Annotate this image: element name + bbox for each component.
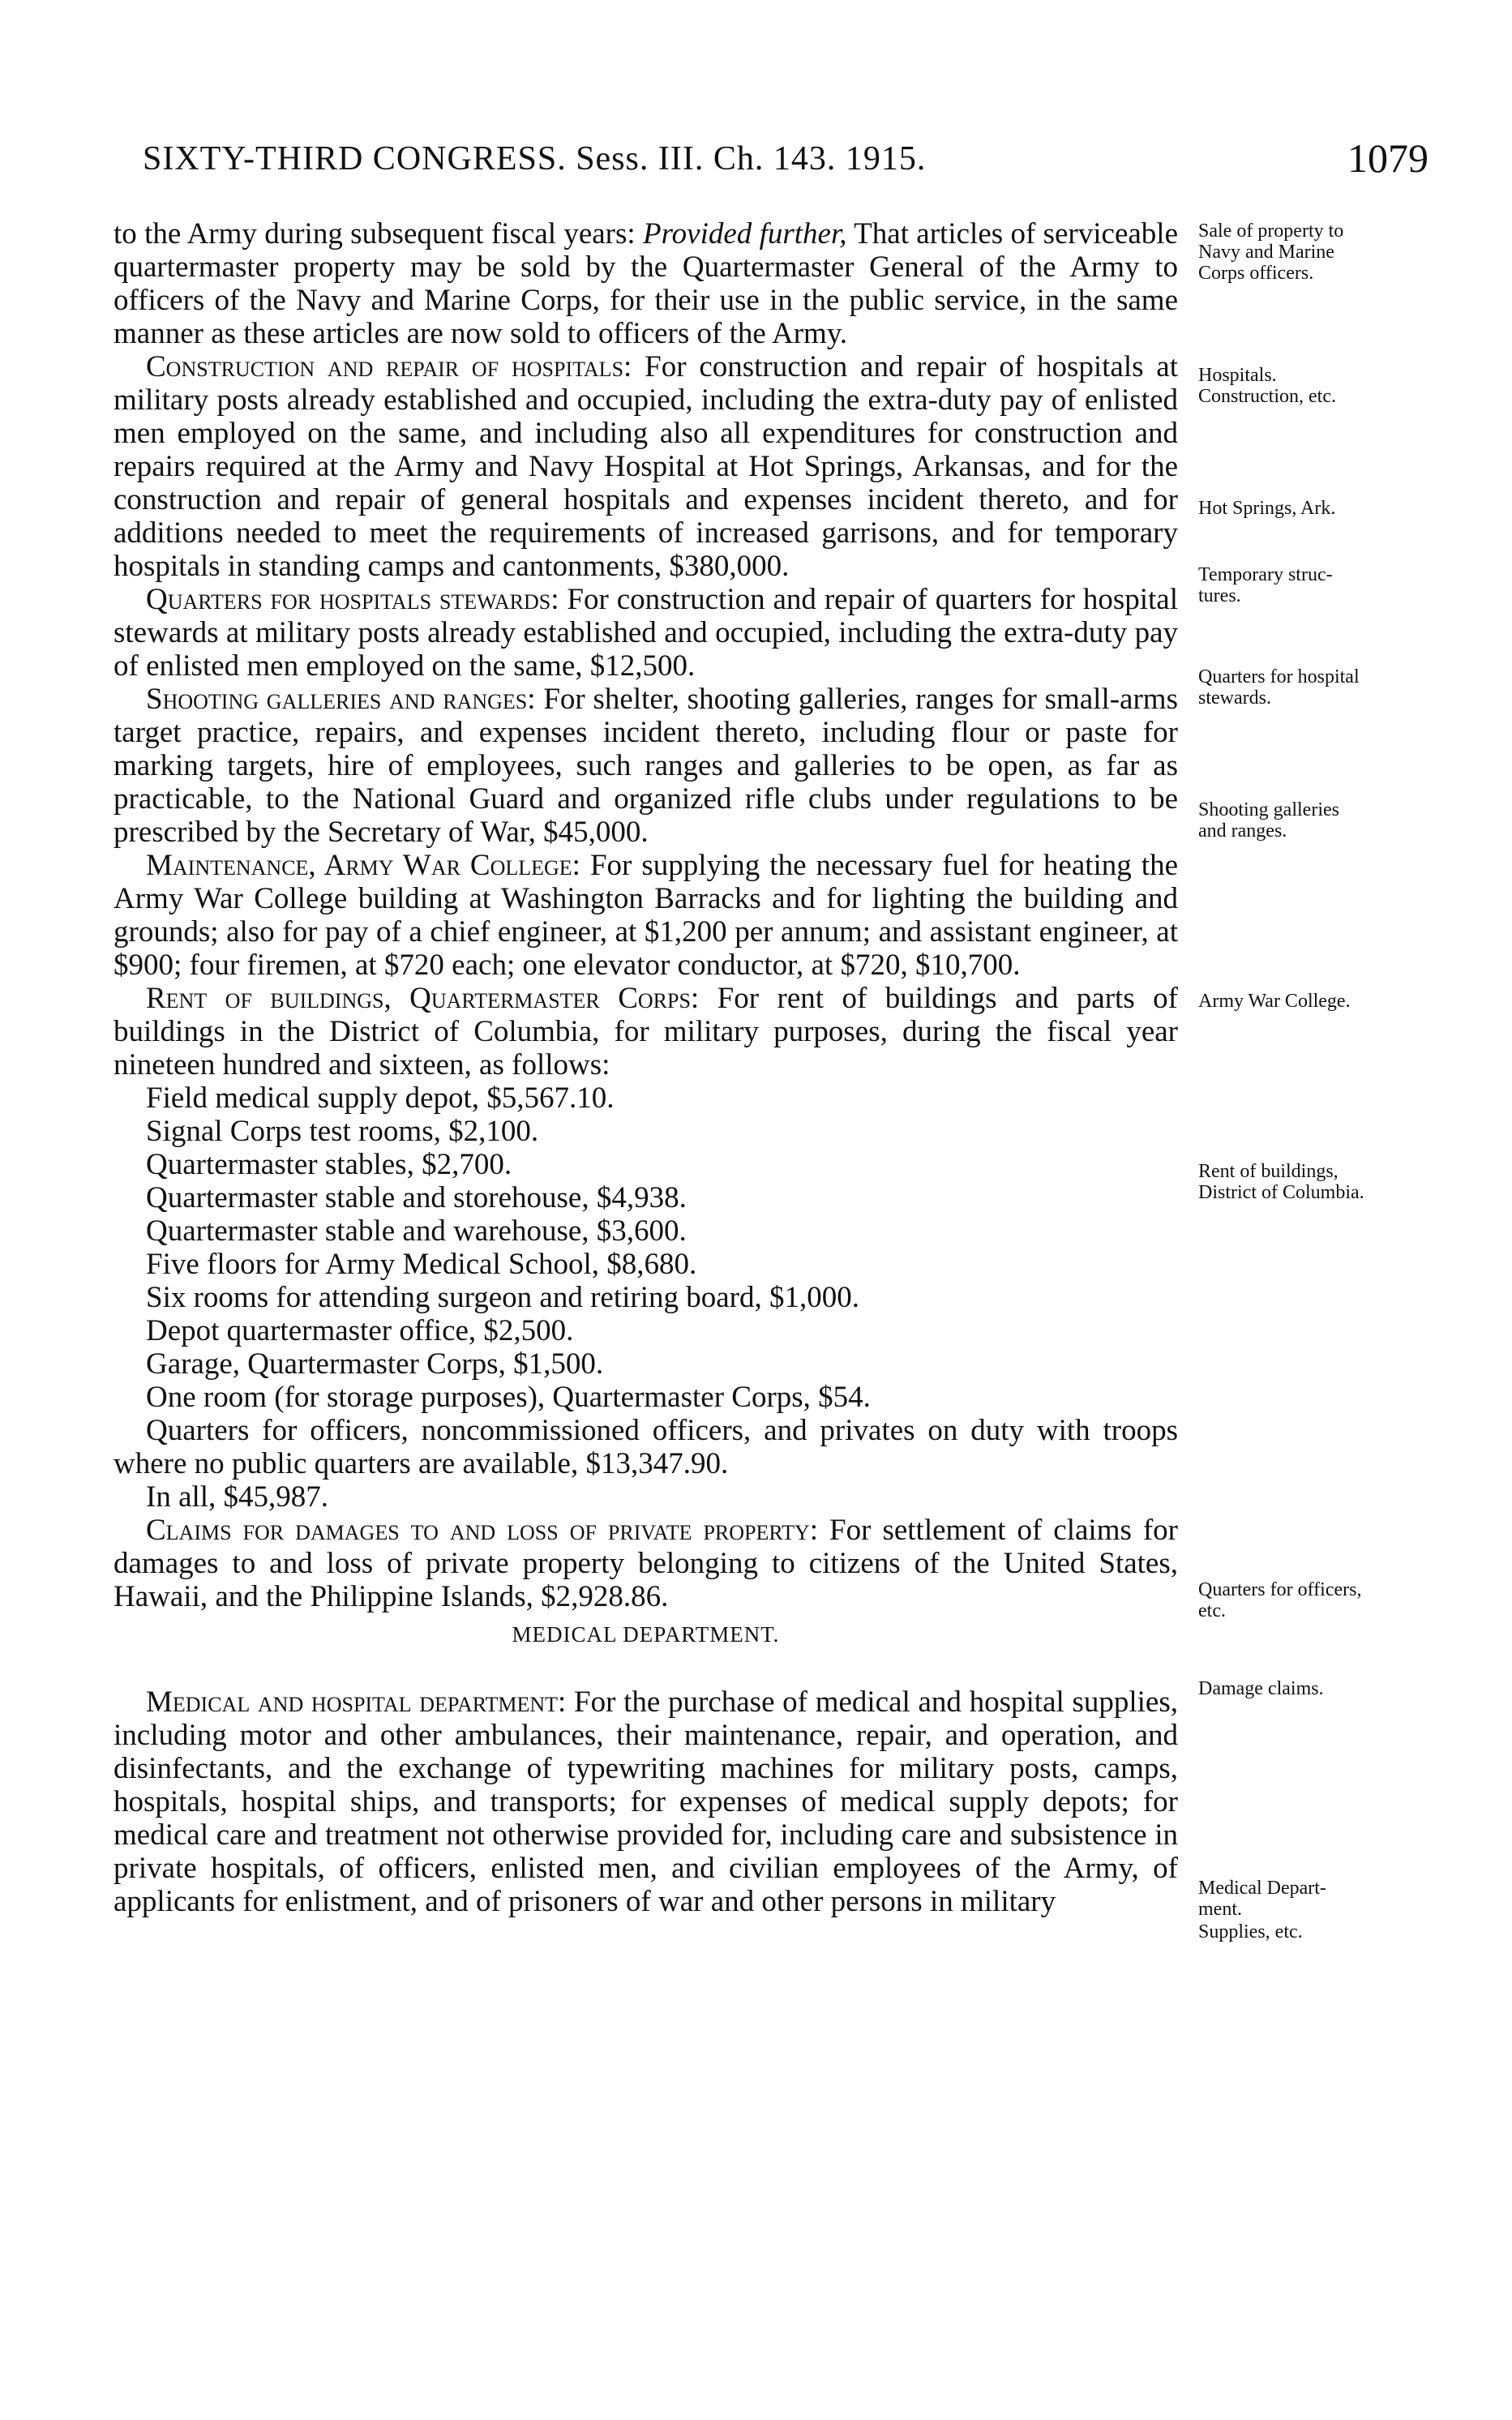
margin-note: Hot Springs, Ark. [1198, 498, 1336, 519]
paragraph-war-college: Maintenance, Army War College: For supplying the necessary fuel for heating the Army War College building at Washington Barracks and for lighting the building and grounds; also for pay of a chief engineer, at $1,200 per annum; and assistant engineer, at $900; four firemen, at $720 each; one elevator conductor, at $720, $10,700. [114, 849, 1178, 982]
proviso-label: Provided further, [643, 217, 847, 251]
margin-note: Medical Depart- ment. [1198, 1878, 1326, 1920]
list-item: Quartermaster stable and warehouse, $3,600. [146, 1214, 687, 1248]
paragraph-total: In all, $45,987. [146, 1480, 329, 1514]
paragraph-heading: Construction and repair of hospitals: [146, 350, 632, 383]
paragraph-medical-department: Medical and hospital department: For the purchase of medical and hospital supplies, including motor and other ambulances, their maintenance, repair, and operation, and disinfectants, and the exchange of typewriting machines for military posts, camps, hospitals, hospital ships, and transports; for expenses of medical supply depots; for medical care and treatment not otherwise provided for, including care and subsistence in private hospitals, of officers, enlisted men, and civilian employees of the Army, of applicants for enlistment, and of prisoners of war and other persons in military [114, 1685, 1178, 1918]
margin-note: Damage claims. [1198, 1678, 1324, 1699]
margin-note: Quarters for hospital stewards. [1198, 666, 1360, 709]
paragraph-shooting-galleries: Shooting galleries and ranges: For shelter, shooting galleries, ranges for small-arms target practice, repairs, and expenses incident thereto, including flour or paste for marking targets, hire of employees, such ranges and galleries to be open, as far as practicable, to the National Guard and organized rifle clubs under regulations to be prescribed by the Secretary of War, $45,000. [114, 683, 1178, 849]
list-item: Field medical supply depot, $5,567.10. [146, 1082, 615, 1115]
margin-note: Supplies, etc. [1198, 1921, 1303, 1942]
section-heading: MEDICAL DEPARTMENT. [512, 1622, 780, 1647]
paragraph-heading: Claims for damages to and loss of private property: [146, 1514, 819, 1547]
list-item: Six rooms for attending surgeon and retiring board, $1,000. [146, 1281, 859, 1314]
list-item: Quartermaster stables, $2,700. [146, 1148, 512, 1181]
margin-note: Sale of property to Navy and Marine Corps officers. [1198, 221, 1344, 284]
list-item: Depot quartermaster office, $2,500. [146, 1314, 574, 1347]
paragraph-heading: Rent of buildings, Quartermaster Corps: [146, 982, 700, 1015]
header-title: SIXTY-THIRD CONGRESS. Sess. III. Ch. 143. 1915. [143, 140, 927, 178]
paragraph-rent-buildings: Rent of buildings, Quartermaster Corps: For rent of buildings and parts of buildings in the District of Columbia, for military purposes, during the fiscal year nineteen hundred and sixteen, as follows: [114, 982, 1178, 1082]
paragraph-heading: Shooting galleries and ranges: [146, 683, 536, 716]
paragraph-continuation: to the Army during subsequent fiscal years: Provided further, That articles of serviceable quartermaster property may be sold by the Quartermaster General of the Army to officers of the Navy and Marine Corps, for their use in the public service, in the same manner as these articles are now sold to officers of the Army. [114, 217, 1178, 350]
list-item: Signal Corps test rooms, $2,100. [146, 1115, 539, 1148]
paragraph-quarters-stewards: Quarters for hospitals stewards: For construction and repair of quarters for hospital stewards at military posts already established and occupied, including the extra-duty pay of enlisted men employed on the same, $12,500. [114, 583, 1178, 683]
list-item: Five floors for Army Medical School, $8,680. [146, 1248, 697, 1281]
paragraph-heading: Quarters for hospitals stewards: [146, 583, 559, 616]
page-number: 1079 [1347, 135, 1428, 181]
list-item: Quartermaster stable and storehouse, $4,938. [146, 1181, 687, 1214]
paragraph-heading: Medical and hospital department: [146, 1685, 567, 1719]
paragraph-quarters-officers: Quarters for officers, noncommissioned officers, and privates on duty with troops where no public quarters are available, $13,347.90. [114, 1414, 1178, 1480]
paragraph-construction-hospitals: Construction and repair of hospitals: For construction and repair of hospitals at military posts already established and occupied, including the extra-duty pay of enlisted men employed on the same, and including also all expenditures for construction and repairs required at the Army and Navy Hospital at Hot Springs, Arkansas, and for the construction and repair of general hospitals and expenses incident thereto, and for additions needed to meet the requirements of increased garrisons, and for temporary hospitals in standing camps and cantonments, $380,000. [114, 350, 1179, 583]
list-item: One room (for storage purposes), Quartermaster Corps, $54. [146, 1381, 871, 1414]
paragraph-heading: Maintenance, Army War College: [146, 849, 580, 882]
paragraph-damage-claims: Claims for damages to and loss of private property: For settlement of claims for damages to and loss of private property belonging to citizens of the United States, Hawaii, and the Philippine Islands, $2,928.86. [114, 1514, 1178, 1613]
margin-note: Temporary struc- tures. [1198, 564, 1333, 606]
margin-note: Shooting galleries and ranges. [1198, 799, 1339, 842]
running-header [143, 135, 1428, 188]
main-text-column [114, 217, 1178, 1918]
margin-note: Rent of buildings, District of Columbia. [1198, 1161, 1364, 1203]
margin-note: Hospitals. Construction, etc. [1198, 365, 1336, 407]
list-item: Garage, Quartermaster Corps, $1,500. [146, 1347, 604, 1381]
margin-note: Army War College. [1198, 991, 1351, 1012]
margin-note: Quarters for officers, etc. [1198, 1579, 1362, 1621]
